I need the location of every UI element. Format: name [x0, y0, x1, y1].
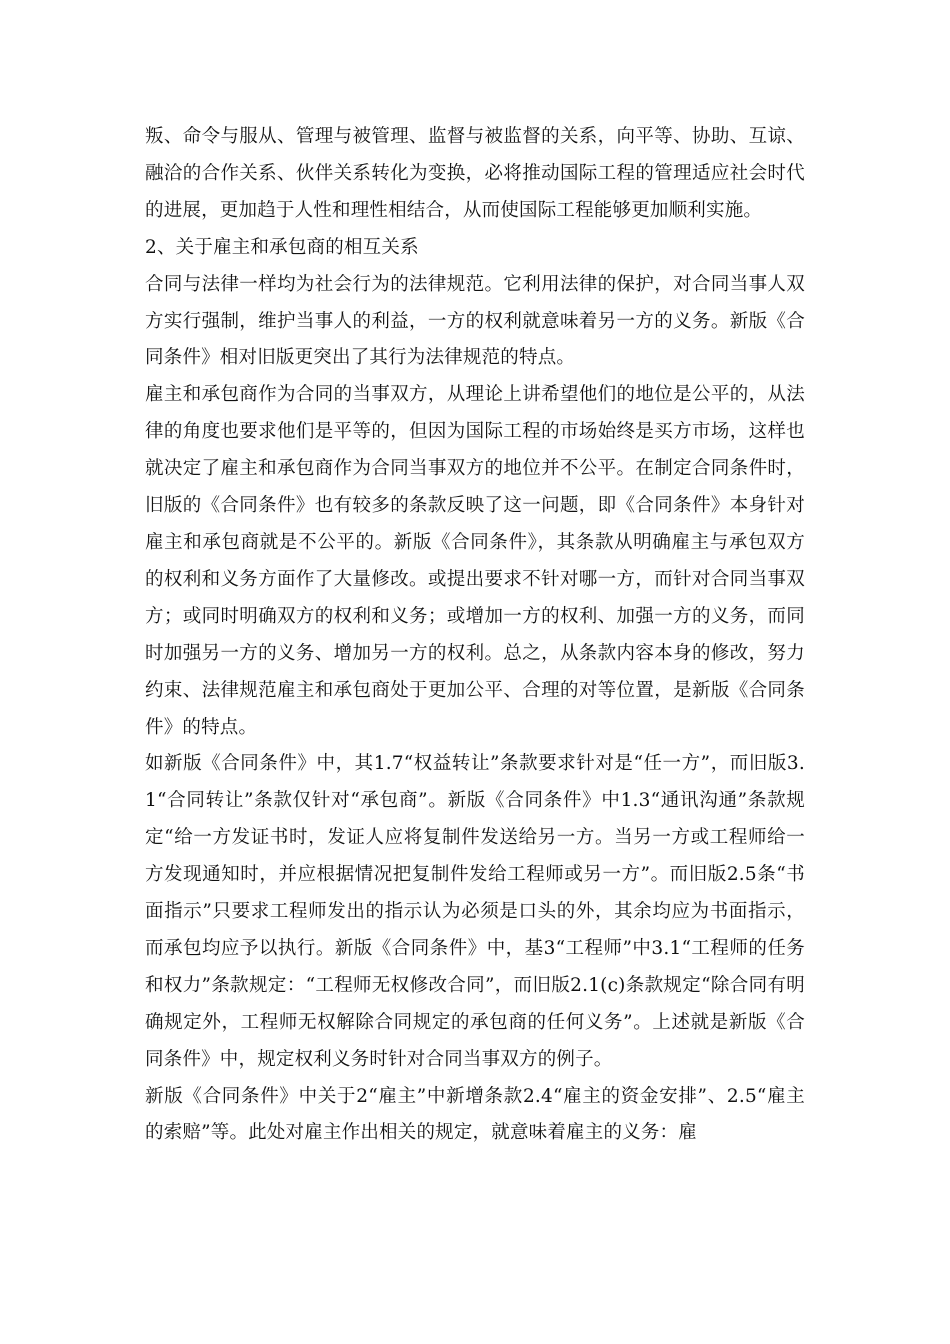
section-heading: 2、关于雇主和承包商的相互关系 — [145, 236, 419, 258]
paragraph-3: 雇主和承包商作为合同的当事双方，从理论上讲希望他们的地位是公平的，从法律的角度也要求他们是平等的，但因为国际工程的市场始终是买方市场，这样也就决定了雇主和承包商作为合同当事双方的地位并不公平。在制定合同条件时，旧版的《合同条件》也有较多的条款反映了这一问题，即《合同条件》本身针对雇主和承包商就是不公平的。新版《合同条件》，其条款从明确雇主与承包双方的权利和义务方面作了大量修改。或提出要求不针对哪一方，而针对合同当事双方；或同时明确双方的权利和义务；或增加一方的权利、加强一方的义务，而同时加强另一方的义务、增加另一方的权利。总之，从条款内容本身的修改，努力约束、法律规范雇主和承包商处于更加公平、合理的对等位置，是新版《合同条件》的特点。 — [145, 384, 805, 738]
document-page — [145, 119, 805, 1152]
paragraph-2: 合同与法律一样均为社会行为的法律规范。它利用法律的保护，对合同当事人双方实行强制，维护当事人的利益，一方的权利就意味着另一方的义务。新版《合同条件》相对旧版更突出了其行为法律规范的特点。 — [145, 273, 805, 369]
paragraph-4: 如新版《合同条件》中，其1.7“权益转让”条款要求针对是“任一方”，而旧版3.1“合同转让”条款仅针对“承包商”。新版《合同条件》中1.3“通讯沟通”条款规定“给一方发证书时，发证人应将复制件发送给另一方。当另一方或工程师给一方发现通知时，并应根据情况把复制件发给工程师或另一方”。而旧版2.5条“书面指示”只要求工程师发出的指示认为必须是口头的外，其余均应为书面指示，而承包均应予以执行。新版《合同条件》中，基3“工程师”中3.1“工程师的任务和权力”条款规定：“工程师无权修改合同”，而旧版2.1(c)条款规定“除合同有明确规定外，工程师无权解除合同规定的承包商的任何义务”。上述就是新版《合同条件》中，规定权利义务时针对合同当事双方的例子。 — [145, 753, 805, 1070]
paragraph-1: 叛、命令与服从、管理与被管理、监督与被监督的关系，向平等、协助、互谅、融洽的合作关系、伙伴关系转化为变换，必将推动国际工程的管理适应社会时代的进展，更加趋于人性和理性相结合，从而使国际工程能够更加顺利实施。 — [145, 126, 805, 221]
paragraph-5: 新版《合同条件》中关于2“雇主”中新增条款2.4“雇主的资金安排”、2.5“雇主的索赔”等。此处对雇主作出相关的规定，就意味着雇主的义务：雇 — [145, 1085, 805, 1144]
